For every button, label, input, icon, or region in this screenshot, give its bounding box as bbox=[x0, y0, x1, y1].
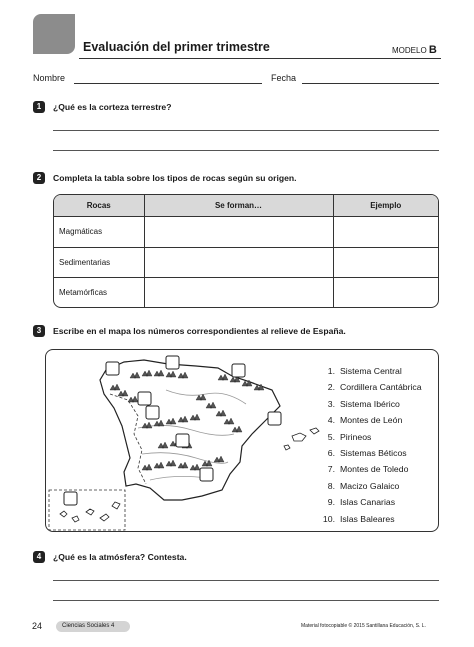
modelo-badge bbox=[392, 44, 437, 56]
answer-line[interactable] bbox=[53, 130, 439, 131]
row-label-sedimentarias: Sedimentarias bbox=[54, 247, 144, 278]
list-item: 1. Sistema Central bbox=[327, 366, 402, 376]
answer-cell[interactable] bbox=[144, 217, 333, 248]
page-title: Evaluación del primer trimestre bbox=[83, 40, 270, 54]
list-item: 4. Montes de León bbox=[327, 415, 403, 426]
answer-cell[interactable] bbox=[144, 247, 333, 278]
balearic-islands bbox=[284, 428, 319, 450]
question-4-number: 4 bbox=[33, 551, 45, 563]
modelo-label: MODELO bbox=[392, 46, 427, 55]
question-3-number: 3 bbox=[33, 325, 45, 337]
number-box[interactable] bbox=[176, 434, 189, 447]
peninsula-outline bbox=[100, 360, 280, 500]
number-box[interactable] bbox=[138, 392, 151, 405]
answer-line[interactable] bbox=[53, 580, 439, 581]
number-box[interactable] bbox=[232, 364, 245, 377]
rock-table bbox=[53, 194, 439, 308]
canary-inset bbox=[49, 490, 125, 530]
answer-line[interactable] bbox=[53, 150, 439, 151]
column-header-rocas: Rocas bbox=[54, 195, 144, 217]
table-header-row bbox=[54, 195, 438, 217]
number-box[interactable] bbox=[146, 406, 159, 419]
header-divider bbox=[79, 58, 441, 59]
question-1-number: 1 bbox=[33, 101, 45, 113]
table-row bbox=[54, 247, 438, 278]
modelo-value: B bbox=[428, 44, 437, 56]
answer-cell[interactable] bbox=[333, 247, 438, 278]
number-box[interactable] bbox=[200, 468, 213, 481]
header-tab-block bbox=[33, 14, 75, 54]
number-box[interactable] bbox=[106, 362, 119, 375]
relief-list bbox=[318, 363, 422, 527]
list-item: 8. Macizo Galaico bbox=[327, 480, 400, 491]
list-item: 3. Sistema Ibérico bbox=[327, 398, 400, 409]
column-header-ejemplo: Ejemplo bbox=[333, 195, 438, 217]
list-item: 10. Islas Baleares bbox=[322, 513, 395, 524]
copyright-notice: Material fotocopiable © 2015 Santillana Educación, S. L. bbox=[301, 623, 426, 629]
column-header-se-forman: Se forman… bbox=[144, 195, 333, 217]
question-2-text: Completa la tabla sobre los tipos de rocas según su origen. bbox=[53, 173, 297, 183]
list-item: 6. Sistemas Béticos bbox=[327, 447, 407, 458]
list-item: 5. Pirineos bbox=[327, 431, 372, 442]
subject-pill: Ciencias Sociales 4 bbox=[56, 621, 130, 632]
number-box[interactable] bbox=[64, 492, 77, 505]
answer-cell[interactable] bbox=[333, 217, 438, 248]
list-item: 9. Islas Canarias bbox=[327, 497, 396, 508]
table-row bbox=[54, 217, 438, 248]
date-label: Fecha bbox=[271, 73, 297, 83]
question-2-number: 2 bbox=[33, 172, 45, 184]
page-number: 24 bbox=[32, 621, 43, 631]
question-3-text: Escribe en el mapa los números correspondientes al relieve de España. bbox=[53, 326, 346, 336]
list-item: 2. Cordillera Cantábrica bbox=[327, 382, 422, 393]
row-label-metamorficas: Metamórficas bbox=[54, 278, 144, 307]
number-box[interactable] bbox=[268, 412, 281, 425]
name-label: Nombre bbox=[33, 73, 66, 83]
name-field[interactable] bbox=[74, 83, 262, 84]
question-4-text: ¿Qué es la atmósfera? Contesta. bbox=[53, 552, 187, 562]
answer-cell[interactable] bbox=[333, 278, 438, 307]
answer-cell[interactable] bbox=[144, 278, 333, 307]
number-box[interactable] bbox=[166, 356, 179, 369]
table-row bbox=[54, 278, 438, 307]
answer-line[interactable] bbox=[53, 600, 439, 601]
row-label-magmaticas: Magmáticas bbox=[54, 217, 144, 248]
list-item: 7. Montes de Toledo bbox=[327, 464, 409, 475]
date-field[interactable] bbox=[302, 83, 439, 84]
question-1-text: ¿Qué es la corteza terrestre? bbox=[53, 102, 172, 112]
